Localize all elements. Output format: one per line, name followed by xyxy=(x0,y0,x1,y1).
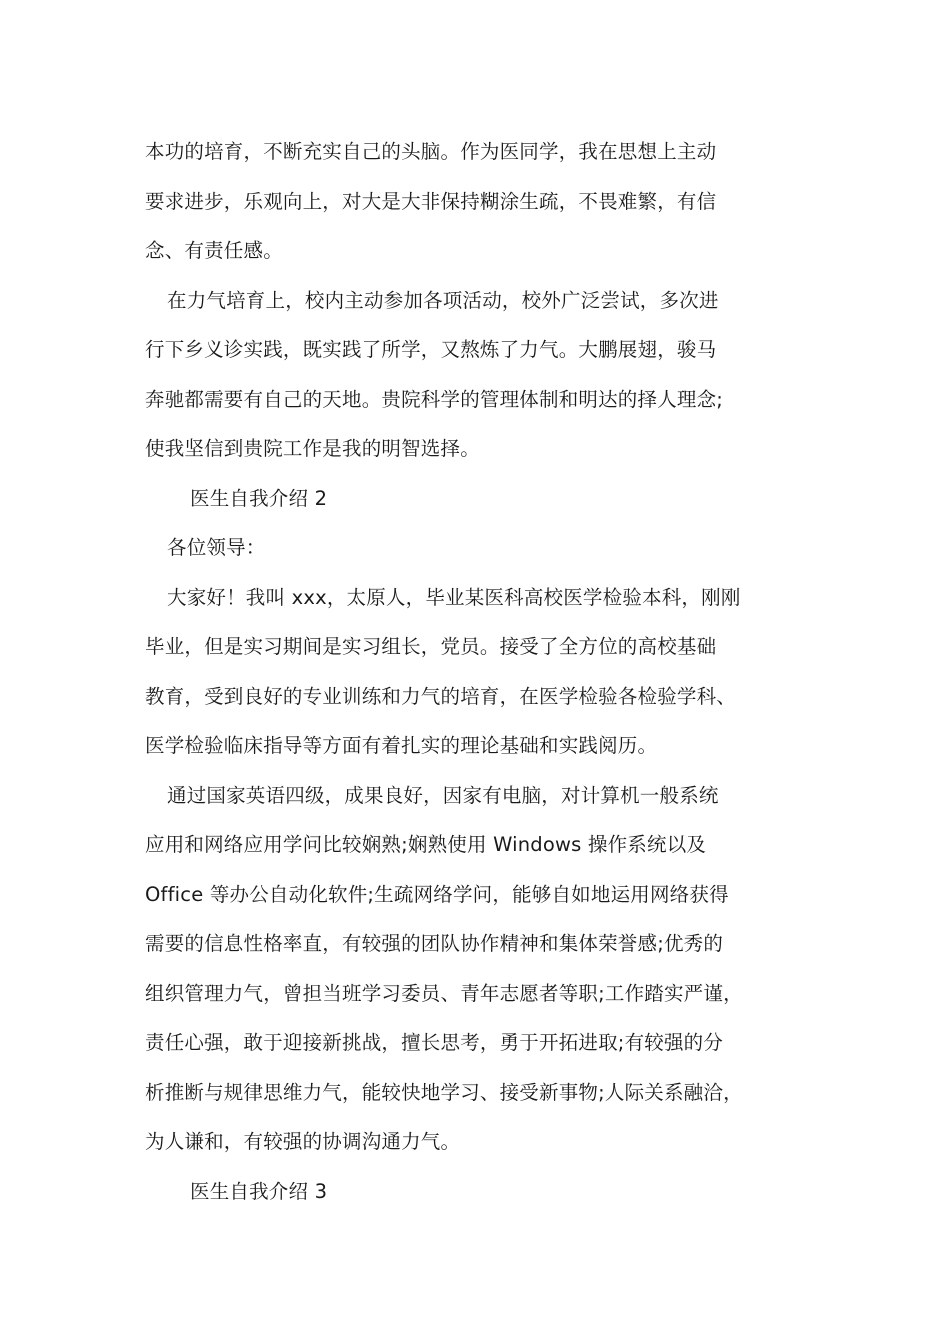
paragraph-start-line: 在力气培育上，校内主动参加各项活动，校外广泛尝试，多次进 xyxy=(167,288,719,312)
text-line: 医学检验临床指导等方面有着扎实的理论基础和实践阅历。 xyxy=(145,734,658,757)
text-line: 教育，受到良好的专业训练和力气的培育，在医学检验各检验学科、 xyxy=(145,684,737,708)
text-line: 责任心强，敢于迎接新挑战，擅长思考，勇于开拓进取;有较强的分 xyxy=(145,1031,724,1054)
document-body xyxy=(145,127,825,1216)
paragraph-start-line: 通过国家英语四级，成果良好，因家有电脑，对计算机一般系统 xyxy=(167,783,719,807)
text-line: 行下乡义诊实践，既实践了所学，又熬炼了力气。大鹏展翅，骏马 xyxy=(145,338,717,361)
section-heading: 医生自我介绍 3 xyxy=(190,1179,328,1203)
text-line: 应用和网络应用学问比较娴熟;娴熟使用 Windows 操作系统以及 xyxy=(145,833,707,856)
section-heading: 医生自我介绍 2 xyxy=(190,486,328,510)
text-line: 组织管理力气，曾担当班学习委员、青年志愿者等职;工作踏实严谨， xyxy=(145,981,743,1005)
text-line: 毕业，但是实习期间是实习组长，党员。接受了全方位的高校基础 xyxy=(145,635,717,658)
text-line: 需要的信息性格率直，有较强的团队协作精神和集体荣誉感;优秀的 xyxy=(145,932,724,955)
text-line: 念、有责任感。 xyxy=(145,239,283,262)
text-line: 要求进步，乐观向上，对大是大非保持糊涂生疏，不畏难繁，有信 xyxy=(145,189,717,213)
text-line: 奔驰都需要有自己的天地。贵院科学的管理体制和明达的择人理念; xyxy=(145,387,724,411)
text-line: 析推断与规律思维力气，能较快地学习、接受新事物;人际关系融洽， xyxy=(145,1080,743,1104)
text-line: Office 等办公自动化软件;生疏网络学问，能够自如地运用网络获得 xyxy=(145,882,729,906)
text-line: 使我坚信到贵院工作是我的明智选择。 xyxy=(145,437,480,460)
text-line: 本功的培育，不断充实自己的头脑。作为医同学，我在思想上主动 xyxy=(145,140,717,163)
paragraph-start-line: 大家好！我叫 xxx，太原人，毕业某医科高校医学检验本科，刚刚 xyxy=(167,585,741,609)
text-line: 为人谦和，有较强的协调沟通力气。 xyxy=(145,1130,461,1153)
salutation: 各位领导： xyxy=(167,536,266,559)
